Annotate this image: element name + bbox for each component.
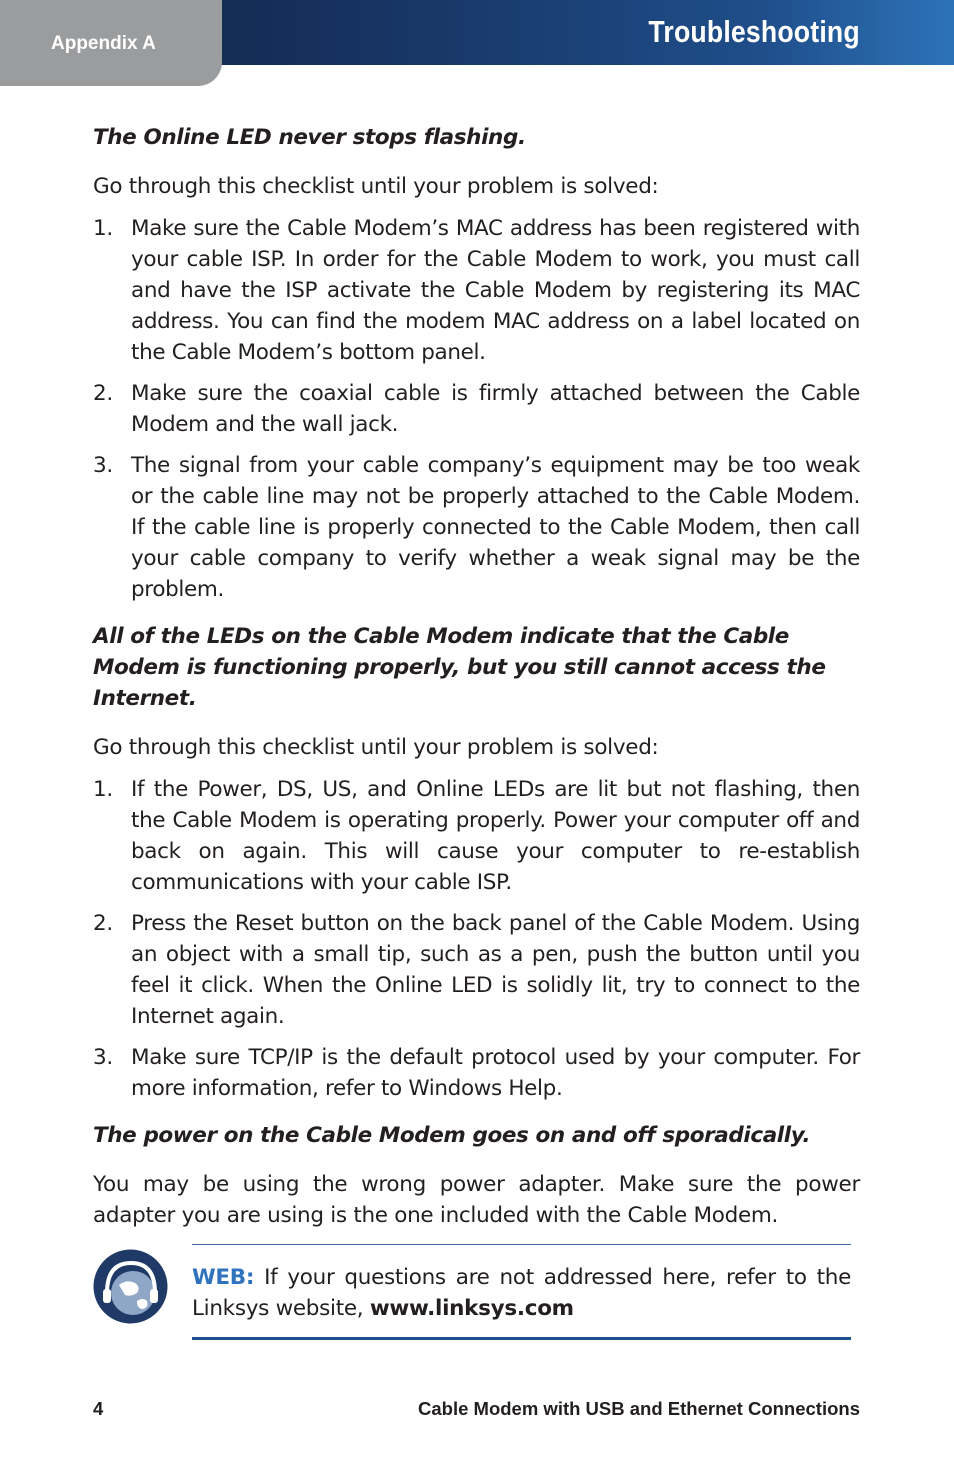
web-note [192,1244,851,1340]
web-globe-headset-icon [93,1249,168,1324]
web-note-label: WEB: [192,1265,255,1290]
page-title: Troubleshooting [648,14,860,49]
list-item [93,774,860,898]
section-heading: The Online LED never stops flashing. [93,125,526,150]
list-number: 3. [93,1045,113,1070]
section-heading: The power on the Cable Modem goes on and off sporadically. [93,1123,811,1148]
appendix-tab [0,0,222,86]
list-item [93,213,860,368]
list-text: Make sure the coaxial cable is firmly attached between the Cable Modem and the wall jack. [131,381,860,437]
list-item [93,378,860,440]
list-number: 3. [93,453,113,478]
document-title: Cable Modem with USB and Ethernet Connections [418,1398,860,1419]
website-link[interactable]: www.linksys.com [369,1296,574,1321]
list-text: Make sure the Cable Modem’s MAC address has been registered with your cable ISP. In order for the Cable Modem to work, you must call and have the ISP activate the Cable Modem by registering its MAC address. You can find the modem MAC address on a label located on the Cable Modem’s bottom panel. [131,216,860,365]
section-body: You may be using the wrong power adapter. Make sure the power adapter you are using is the one included with the Cable Modem. [93,1172,860,1228]
list-text: Press the Reset button on the back panel of the Cable Modem. Using an object with a small tip, such as a pen, push the button until you feel it click. When the Online LED is solidly lit, try to connect to the Internet again. [131,911,860,1029]
page-footer [93,1398,860,1426]
list-item [93,450,860,605]
appendix-tab-label: Appendix A [51,33,156,54]
list-number: 1. [93,777,113,802]
list-number: 1. [93,216,113,241]
checklist [93,213,860,605]
section-heading: All of the LEDs on the Cable Modem indicate that the Cable Modem is functioning properly, but you still cannot access the Internet. [93,624,826,711]
section-intro: Go through this checklist until your problem is solved: [93,174,659,199]
section-intro: Go through this checklist until your problem is solved: [93,735,659,760]
checklist [93,774,860,1104]
web-note-text: If your questions are not addressed here, refer to the Linksys website, [192,1265,851,1321]
list-text: If the Power, DS, US, and Online LEDs are lit but not flashing, then the Cable Modem is operating properly. Power your computer off and back on again. This will cause your computer to re-establish communications with your cable ISP. [131,777,860,895]
list-text: Make sure TCP/IP is the default protocol used by your computer. For more information, refer to Windows Help. [131,1045,860,1101]
main-content [93,122,860,1231]
list-number: 2. [93,911,113,936]
list-item [93,908,860,1032]
list-item [93,1042,860,1104]
page-number: 4 [93,1398,104,1419]
list-text: The signal from your cable company’s equipment may be too weak or the cable line may not be properly attached to the Cable Modem. If the cable line is properly connected to the Cable Modem, then call your cable company to verify whether a weak signal may be the problem. [131,453,860,602]
list-number: 2. [93,381,113,406]
